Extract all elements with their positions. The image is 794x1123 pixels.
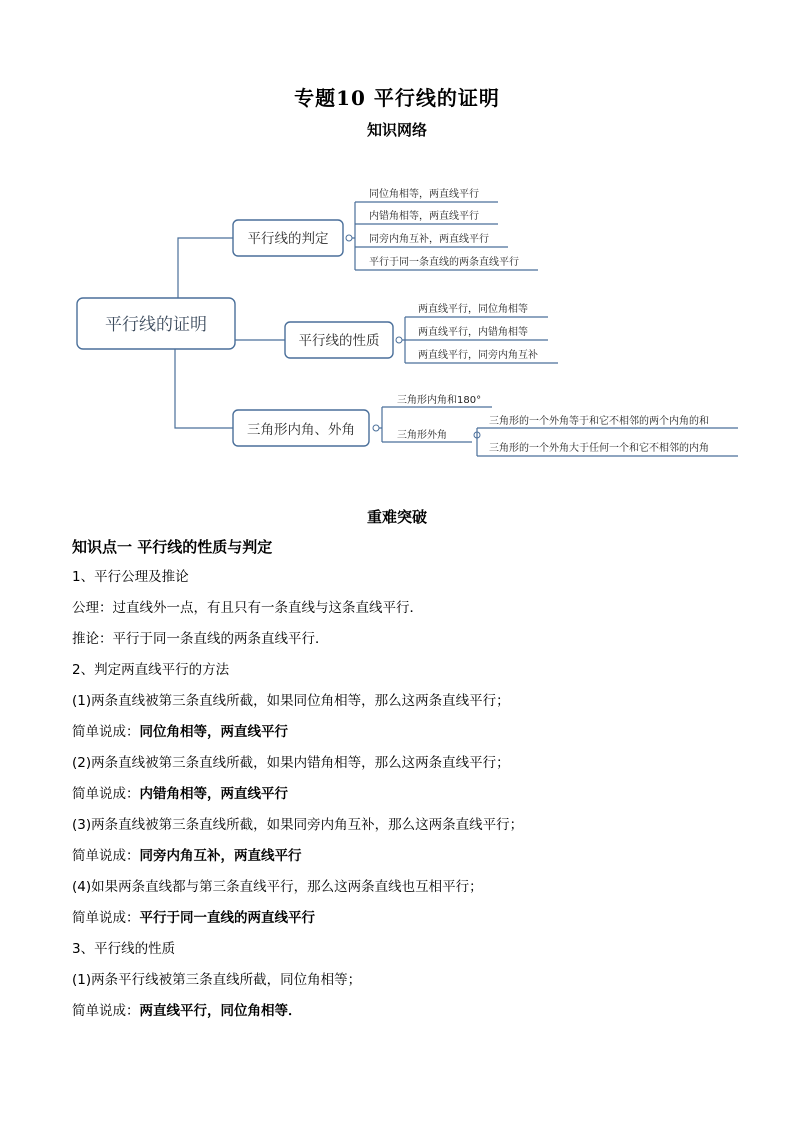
mindmap-leaf: 两直线平行，内错角相等 [418,327,528,338]
content-body [72,536,732,1031]
connector-angles-items [379,407,382,442]
mindmap-leaf: 内错角相等，两直线平行 [369,211,479,222]
mind-map [0,160,794,480]
paragraph: 推论：平行于同一条直线的两条直线平行． [72,631,329,647]
paragraph: 2、判定两直线平行的方法 [72,662,230,678]
summary-prefix: 简单说成： [72,848,140,864]
summary-prefix: 简单说成： [72,786,140,802]
summary-line [72,907,732,938]
page-subtitle: 知识网络 [366,121,427,139]
mindmap-branch-angles-label: 三角形内角、外角 [247,422,355,438]
section-title: 重难突破 [366,508,427,526]
mindmap-leaf: 三角形内角和180° [397,395,482,406]
mindmap-leaf: 三角形外角 [397,430,447,441]
paragraph: 3、平行线的性质 [72,941,176,957]
page-title: 专题10 平行线的证明 [294,86,500,110]
summary-line [72,845,732,876]
mindmap-leaf: 平行于同一条直线的两条直线平行 [369,257,519,268]
mindmap-branch-properties-label: 平行线的性质 [298,333,380,349]
mindmap-leaf: 三角形的一个外角大于任何一个和它不相邻的内角 [489,443,709,454]
summary-bold: 内错角相等，两直线平行 [139,786,288,802]
collapse-dot [396,337,402,343]
summary-prefix: 简单说成： [72,1003,140,1019]
summary-line [72,783,732,814]
connector-properties-items [402,317,405,363]
collapse-dot [373,425,379,431]
paragraph: (1)两条直线被第三条直线所截，如果同位角相等，那么这两条直线平行； [72,693,510,709]
collapse-dot [346,235,352,241]
summary-bold: 平行于同一直线的两直线平行 [139,910,315,926]
mindmap-leaf: 同位角相等，两直线平行 [369,189,479,200]
summary-prefix: 简单说成： [72,910,140,926]
paragraph: (2)两条直线被第三条直线所截，如果内错角相等，那么这两条直线平行； [72,755,510,771]
mindmap-leaf: 三角形的一个外角等于和它不相邻的两个内角的和 [489,416,709,427]
summary-bold: 同旁内角互补，两直线平行 [139,848,302,864]
summary-line [72,1000,732,1031]
paragraph: (3)两条直线被第三条直线所截，如果同旁内角互补，那么这两条直线平行； [72,817,524,833]
summary-prefix: 简单说成： [72,724,140,740]
mindmap-leaf: 两直线平行，同位角相等 [418,304,528,315]
connector-root-criteria [178,238,233,298]
paragraph: 1、平行公理及推论 [72,569,189,585]
mindmap-leaf: 同旁内角互补，两直线平行 [369,234,489,245]
paragraph: (1)两条平行线被第三条直线所截，同位角相等； [72,972,362,988]
summary-bold: 同位角相等，两直线平行 [139,724,288,740]
connector-criteria-items [352,202,355,270]
knowledge-point-heading: 知识点一 平行线的性质与判定 [72,538,273,556]
mindmap-branch-criteria-label: 平行线的判定 [247,231,329,247]
mindmap-leaf: 两直线平行，同旁内角互补 [418,350,538,361]
mindmap-root-label: 平行线的证明 [105,315,207,335]
connector-root-angles [175,340,235,428]
paragraph: 公理：过直线外一点，有且只有一条直线与这条直线平行． [72,600,423,616]
paragraph: (4)如果两条直线都与第三条直线平行，那么这两条直线也互相平行； [72,879,483,895]
summary-bold: 两直线平行，同位角相等． [139,1003,302,1019]
summary-line [72,721,732,752]
